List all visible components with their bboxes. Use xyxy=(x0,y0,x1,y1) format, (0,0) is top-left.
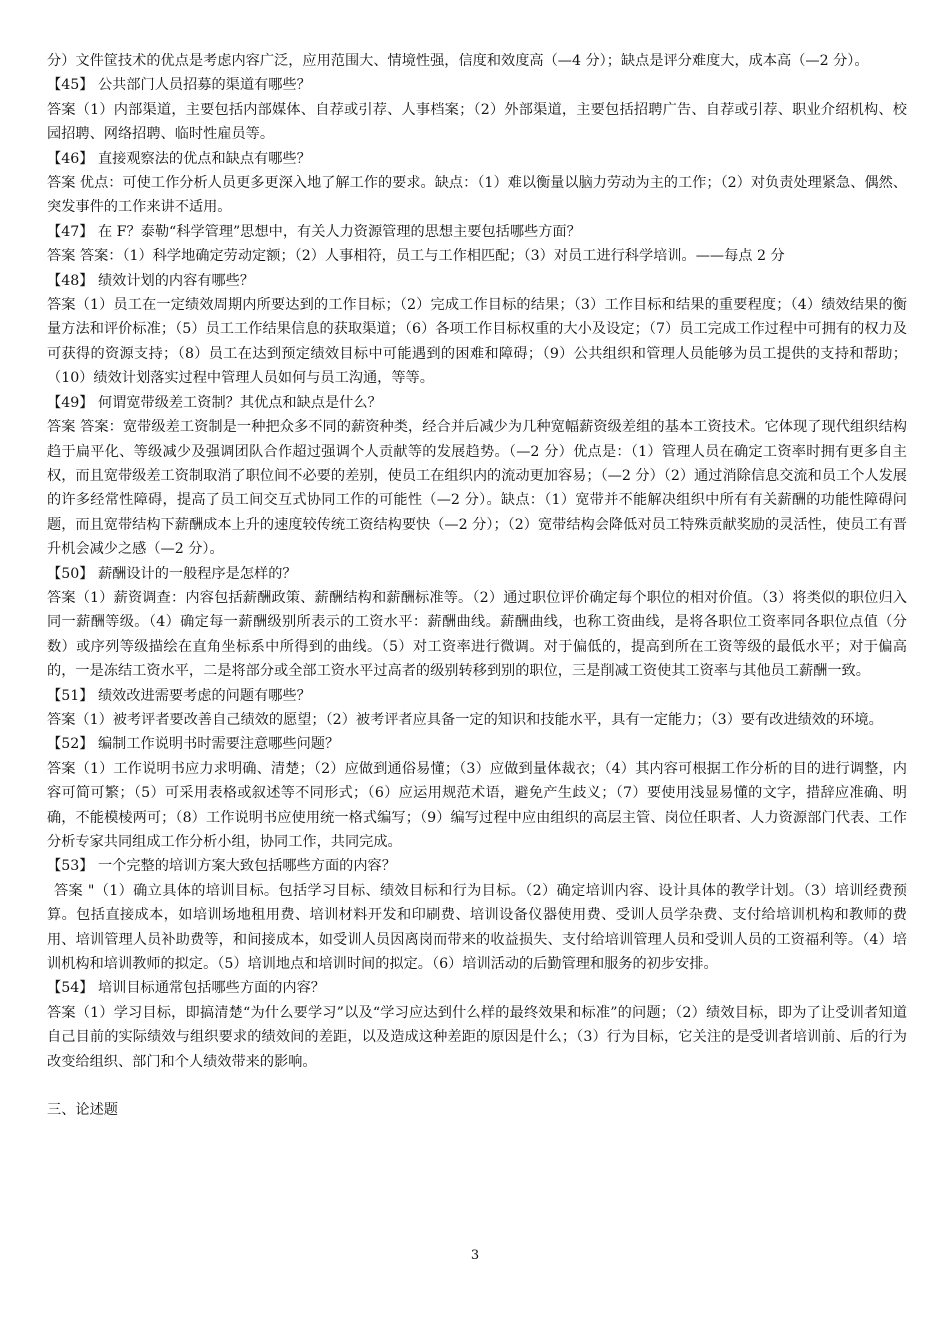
question-53: 【53】 一个完整的培训方案大致包括哪些方面的内容？ xyxy=(47,858,396,875)
answer-49: 答案 答案：宽带级差工资制是一种把众多不同的薪资种类，经合并后减少为几种宽幅薪资级差组的基本工资技术。它体现了现代组织结构趋于扁平化、等级减少及强调团队合作超过强调个人贡献等的发展趋势。（—2 分）优点是：（1）管理人员在确定工资率时拥有更多自主权，而且宽带级差工资制取消了职位间不必要的差别，使员工在组织内的流动更加容易；（—2 分）（2）通过消除信息交流和员工个人发展的许多经常性障碍，提高了员工间交互式协同工作的可能性（—2 分）。缺点：（1）宽带并不能解决组织中所有有关薪酬的功能性障碍问题，而且宽带结构下薪酬成本上升的速度较传统工资结构要快（—2 分）；（2）宽带结构会降低对员工特殊贡献奖励的灵活性，使员工有晋升机会减少之感（—2 分）。 xyxy=(47,419,907,558)
answer-51: 答案（1）被考评者要改善自己绩效的愿望；（2）被考评者应具备一定的知识和技能水平，具有一定能力；（3）要有改进绩效的环境。 xyxy=(47,711,883,728)
answer-47: 答案 答案：（1）科学地确定劳动定额；（2）人事相符，员工与工作相匹配；（3）对员工进行科学培训。——每点 2 分 xyxy=(47,248,785,265)
section-heading: 三、论述题 xyxy=(47,1102,118,1119)
document-body xyxy=(47,49,907,1122)
intro-paragraph: 分）文件筐技术的优点是考虑内容广泛，应用范围大、情境性强，信度和效度高（—4 分）；缺点是评分难度大，成本高（—2 分）。 xyxy=(47,53,869,69)
question-46: 【46】 直接观察法的优点和缺点有哪些？ xyxy=(47,150,311,167)
answer-48: 答案（1）员工在一定绩效周期内所要达到的工作目标；（2）完成工作目标的结果；（3）工作目标和结果的重要程度；（4）绩效结果的衡量方法和评价标准；（5）员工工作结果信息的获取渠道；（6）各项工作目标权重的大小及设定；（7）员工完成工作过程中可拥有的权力及可获得的资源支持；（8）员工在达到预定绩效目标中可能遇到的困难和障碍；（9）公共组织和管理人员能够为员工提供的支持和帮助；（10）绩效计划落实过程中管理人员如何与员工沟通，等等。 xyxy=(47,297,907,387)
question-45: 【45】 公共部门人员招募的渠道有哪些？ xyxy=(47,77,311,94)
answer-53: 答案 "（1）确立具体的培训目标。包括学习目标、绩效目标和行为目标。（2）确定培训内容、设计具体的教学计划。（3）培训经费预算。包括直接成本，如培训场地租用费、培训材料开发和印刷费、培训设备仪器使用费、受训人员学杂费、支付给培训机构和教师的费用、培训管理人员补助费等，和间接成本，如受训人员因离岗而带来的收益损失、支付给培训管理人员和受训人员的工资福利等。（4）培训机构和培训教师的拟定。（5）培训地点和培训时间的拟定。（6）培训活动的后勤管理和服务的初步安排。 xyxy=(47,882,907,973)
answer-54: 答案（1）学习目标，即搞清楚“为什么要学习”以及“学习应达到什么样的最终效果和标准”的问题；（2）绩效目标，即为了让受训者知道自己目前的实际绩效与组织要求的绩效间的差距，以及造成这种差距的原因是什么；（3）行为目标，它关注的是受训者培训前、后的行为改变给组织、部门和个人绩效带来的影响。 xyxy=(47,1004,907,1070)
answer-45: 答案（1）内部渠道，主要包括内部媒体、自荐或引荐、人事档案；（2）外部渠道，主要包括招聘广告、自荐或引荐、职业介绍机构、校园招聘、网络招聘、临时性雇员等。 xyxy=(47,101,907,143)
answer-52: 答案（1）工作说明书应力求明确、清楚；（2）应做到通俗易懂；（3）应做到量体裁衣；（4）其内容可根据工作分析的目的进行调整，内容可简可繁；（5）可采用表格或叙述等不同形式；（6）应运用规范术语，避免产生歧义；（7）要使用浅显易懂的文字，措辞应准确、明确，不能模棱两可；（8）工作说明书应使用统一格式编写；（9）编写过程中应由组织的高层主管、岗位任职者、人力资源部门代表、工作分析专家共同组成工作分析小组，协同工作，共同完成。 xyxy=(47,760,907,850)
answer-46: 答案 优点：可使工作分析人员更多更深入地了解工作的要求。缺点：（1）难以衡量以脑力劳动为主的工作；（2）对负责处理紧急、偶然、突发事件的工作来讲不适用。 xyxy=(47,175,907,216)
question-51: 【51】 绩效改进需要考虑的问题有哪些？ xyxy=(47,687,311,704)
page-number: 3 xyxy=(470,1248,480,1263)
question-52: 【52】 编制工作说明书时需要注意哪些问题？ xyxy=(47,736,340,753)
answer-50: 答案（1）薪资调查：内容包括薪酬政策、薪酬结构和薪酬标准等。（2）通过职位评价确定每个职位的相对价值。（3）将类似的职位归入同一薪酬等级。（4）确定每一薪酬级别所表示的工资水平：薪酬曲线。薪酬曲线，也称工资曲线，是将各职位工资率同各职位点值（分数）或序列等级描绘在直角坐标系中所得到的曲线。（5）对工资率进行微调。对于偏低的，提高到所在工资等级的最低水平；对于偏高的，一是冻结工资水平，二是将部分或全部工资水平过高者的级别转移到别的职位，三是削减工资使其工资率与其他员工薪酬一致。 xyxy=(47,589,907,680)
question-48: 【48】 绩效计划的内容有哪些？ xyxy=(47,272,255,289)
question-50: 【50】 薪酬设计的一般程序是怎样的？ xyxy=(47,565,297,582)
question-49: 【49】 何谓宽带级差工资制？其优点和缺点是什么？ xyxy=(47,394,382,411)
question-47: 【47】 在 F？泰勒“科学管理”思想中，有关人力资源管理的思想主要包括哪些方面？ xyxy=(47,223,581,240)
question-54: 【54】 培训目标通常包括哪些方面的内容？ xyxy=(47,980,325,997)
